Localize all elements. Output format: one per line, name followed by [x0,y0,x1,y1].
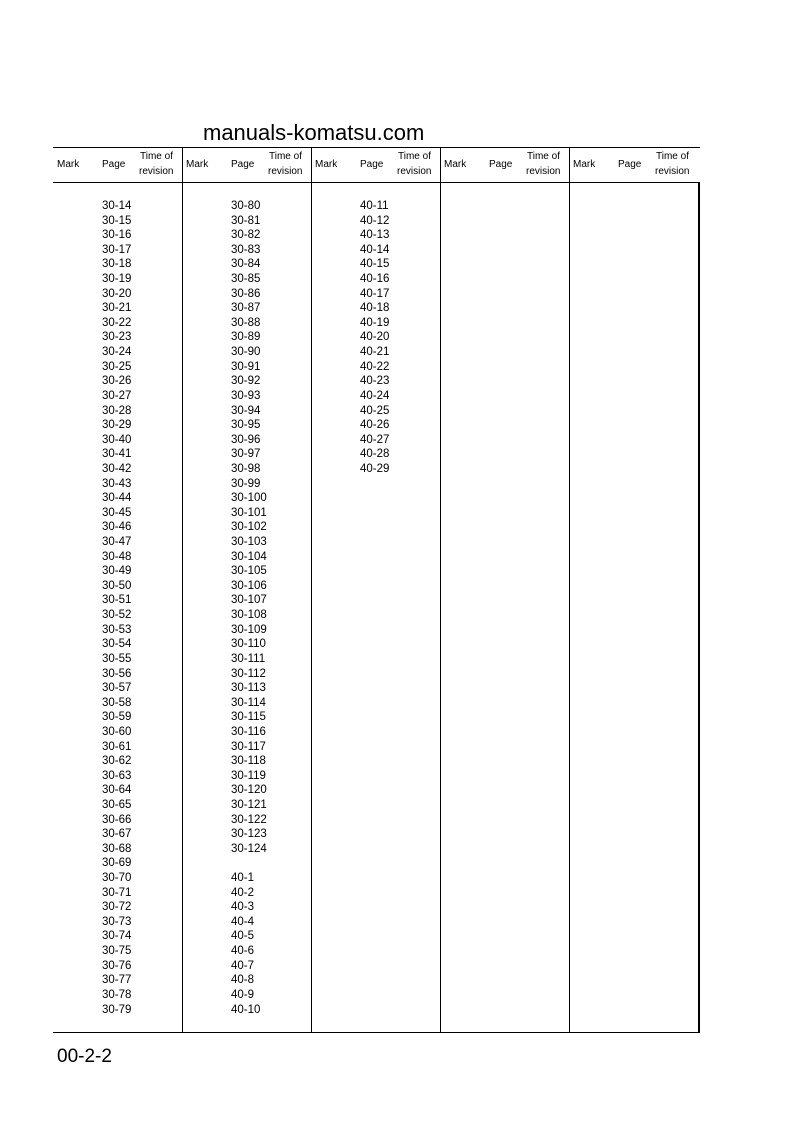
page-entry: 30-97 [231,448,261,461]
header-revision: revision [397,166,432,177]
page-entry: 30-103 [231,536,267,549]
header-revision: revision [655,166,690,177]
page-entry: 30-99 [231,477,261,490]
page-entry: 30-76 [102,959,132,972]
column-divider [569,147,570,1033]
page-entry: 40-11 [360,200,389,212]
page-entry: 30-118 [231,755,266,768]
page-entry: 30-119 [231,769,266,782]
page-entry: 30-121 [231,798,267,811]
page-entry: 30-43 [102,477,132,490]
page-entry: 30-63 [102,769,132,782]
page-entry: 30-105 [231,565,267,578]
page-entry: 30-66 [102,813,132,826]
page-entry: 30-65 [102,798,132,811]
page-entry: 40-14 [360,243,390,256]
page-entry: 30-15 [102,214,132,227]
page-entry: 30-80 [231,200,261,212]
page-entry: 30-116 [231,725,266,738]
header-time-of: Time of [656,151,689,162]
page-entry: 30-18 [102,258,132,271]
page-entry: 40-18 [360,302,390,315]
page-entry: 30-91 [231,360,261,373]
page-entry: 30-90 [231,346,261,359]
page-entry: 30-102 [231,521,267,534]
page-entry: 30-48 [102,550,132,563]
header-time-of: Time of [269,151,302,162]
page-entry: 30-70 [102,872,132,885]
header-page: Page [618,159,642,170]
page-entry: 40-20 [360,331,390,344]
page-entry: 30-82 [231,229,261,242]
page-entry: 30-71 [102,886,132,899]
page-entry: 30-83 [231,243,261,256]
page-entry: 40-21 [360,346,390,359]
page-entry: 30-56 [102,667,132,680]
page-entry: 40-29 [360,462,390,475]
page-entry: 40-4 [231,915,255,928]
page-entry: 30-117 [231,740,266,753]
page-entry: 30-120 [231,784,267,797]
page-entry: 40-2 [231,886,255,899]
page-entry: 40-26 [360,419,390,432]
page-entry: 40-3 [231,901,255,914]
page-entry: 30-114 [231,696,266,709]
page-entry: 30-107 [231,594,267,607]
page-entry: 30-79 [102,1003,132,1016]
page-entry: 30-29 [102,419,132,432]
page-entry: 40-28 [360,448,390,461]
column-divider [311,147,312,1033]
page-entry: 30-89 [231,331,261,344]
page-entry: 30-51 [102,594,132,607]
page-entry: 40-8 [231,974,255,987]
page-entry: 30-49 [102,565,132,578]
site-title: manuals-komatsu.com [203,120,425,145]
page-entry: 40-5 [231,930,255,943]
page-entry: 30-69 [102,857,132,870]
page-entry: 30-112 [231,667,266,680]
page-entry: 30-44 [102,492,132,505]
page-entry: 30-54 [102,638,132,651]
table-top-rule [53,147,700,148]
page-entry: 30-26 [102,375,132,388]
header-time-of: Time of [140,151,173,162]
page-entry: 40-7 [231,959,255,972]
page-entry: 40-9 [231,988,255,1001]
page-entry: 40-13 [360,229,390,242]
page-entry: 30-16 [102,229,132,242]
page-entry: 30-106 [231,579,267,592]
page-entry: 30-123 [231,828,267,841]
column-divider [182,147,183,1033]
page-entry: 30-73 [102,915,132,928]
header-time-of: Time of [398,151,431,162]
header-mark: Mark [315,159,338,170]
page-entry: 30-84 [231,258,261,271]
header-mark: Mark [573,159,596,170]
page-entry: 30-61 [102,740,132,753]
page-entry: 30-85 [231,273,261,286]
page-entry: 30-27 [102,389,132,402]
page-entry: 30-45 [102,506,132,519]
page-entry: 30-87 [231,302,261,315]
page-entry: 30-108 [231,609,267,622]
page-column [102,199,131,1017]
header-mark: Mark [444,159,467,170]
page-entry: 30-25 [102,360,132,373]
page-entry: 30-98 [231,462,261,475]
page-entry: 30-72 [102,901,132,914]
page-entry: 30-68 [102,842,132,855]
page-entry: 30-19 [102,273,132,286]
page-entry: 30-50 [102,579,132,592]
page-entry [231,856,267,871]
page-entry: 30-93 [231,389,261,402]
page-number: 00-2-2 [57,1046,112,1067]
page-entry: 30-52 [102,609,132,622]
page-entry: 30-40 [102,433,132,446]
page-entry: 30-20 [102,287,132,300]
page-column [360,199,389,477]
page-entry: 30-115 [231,711,266,724]
header-page: Page [489,159,513,170]
page-entry: 30-78 [102,988,132,1001]
page-entry: 30-96 [231,433,261,446]
page-entry: 40-17 [360,287,390,300]
page-entry: 40-25 [360,404,390,417]
page-entry: 30-24 [102,346,132,359]
page-entry: 30-101 [231,506,267,519]
column-divider [440,147,441,1033]
page-entry: 30-22 [102,316,132,329]
page-entry: 30-86 [231,287,261,300]
page-entry: 30-74 [102,930,132,943]
page-entry: 40-12 [360,214,390,227]
page-entry: 30-77 [102,974,132,987]
page-entry: 30-100 [231,492,267,505]
page-entry: 40-27 [360,433,390,446]
header-time-of: Time of [527,151,560,162]
page-entry: 30-104 [231,550,267,563]
page-entry: 40-15 [360,258,390,271]
page-entry: 30-14 [102,200,132,212]
page-entry: 40-6 [231,945,255,958]
table-right-border [698,182,700,1033]
page-entry: 30-92 [231,375,261,388]
page-entry: 30-62 [102,755,132,768]
page-entry: 30-88 [231,316,261,329]
header-revision: revision [526,166,561,177]
page-entry: 30-46 [102,521,132,534]
page-entry: 30-81 [231,214,261,227]
page-entry: 40-24 [360,389,390,402]
page-entry: 30-17 [102,243,132,256]
header-mark: Mark [57,159,80,170]
page-entry: 40-10 [231,1003,261,1016]
header-mark: Mark [186,159,209,170]
page-entry: 40-1 [231,872,255,885]
page-entry: 30-113 [231,682,266,695]
page-entry: 30-47 [102,536,132,549]
page-entry: 30-41 [102,448,132,461]
page-entry: 30-58 [102,696,132,709]
page-entry: 30-110 [231,638,266,651]
page-entry: 40-16 [360,273,390,286]
page-entry: 30-53 [102,623,132,636]
page-entry: 30-42 [102,462,132,475]
header-revision: revision [268,166,303,177]
page-entry: 30-67 [102,828,132,841]
page-entry: 30-21 [102,302,132,315]
page-entry: 30-23 [102,331,132,344]
page-entry: 30-57 [102,682,132,695]
header-page: Page [231,159,255,170]
page-entry: 40-19 [360,316,390,329]
page-entry: 30-64 [102,784,132,797]
page-entry: 40-23 [360,375,390,388]
page-entry: 30-122 [231,813,267,826]
page-entry: 30-94 [231,404,261,417]
page-column [231,199,267,1017]
page-entry: 30-95 [231,419,261,432]
header-page: Page [102,159,126,170]
header-revision: revision [139,166,174,177]
page-entry: 30-55 [102,652,132,665]
page-entry: 40-22 [360,360,390,373]
page-entry: 30-28 [102,404,132,417]
table-bottom-rule [53,1032,700,1033]
header-page: Page [360,159,384,170]
page-entry: 30-109 [231,623,267,636]
header-bottom-rule [53,182,700,183]
page-entry: 30-111 [231,652,266,665]
page-entry: 30-124 [231,842,267,855]
page-entry: 30-59 [102,711,132,724]
page-entry: 30-75 [102,945,132,958]
page-entry: 30-60 [102,725,132,738]
